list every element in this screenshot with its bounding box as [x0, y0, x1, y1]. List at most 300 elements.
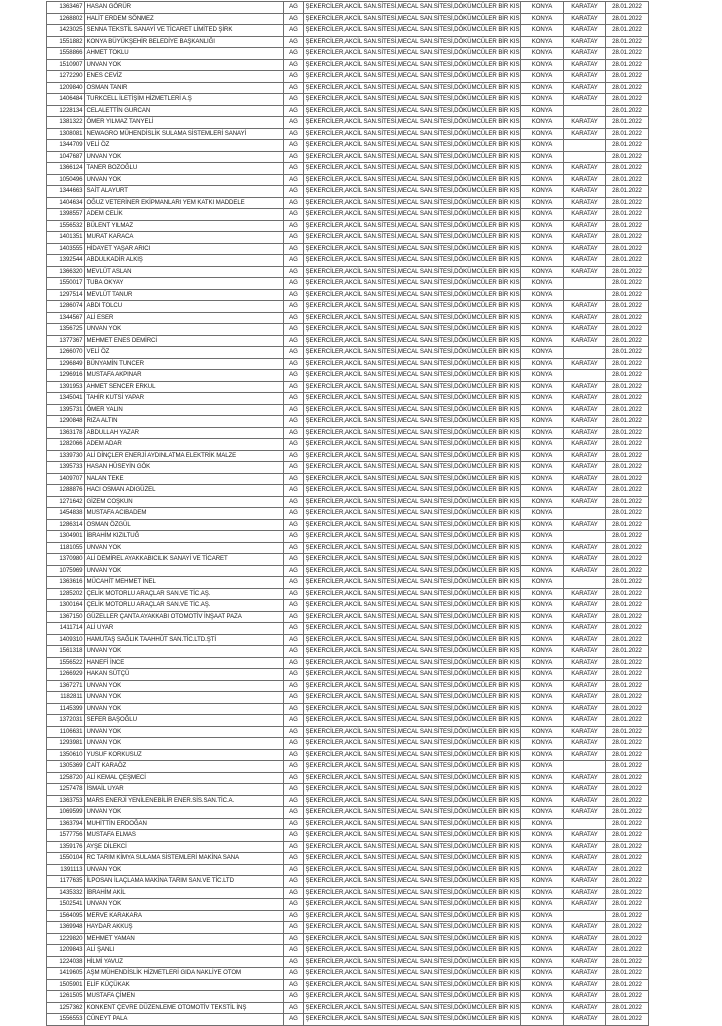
- cell-name: UNVAN YOK: [85, 864, 284, 876]
- cell-record-id: 1372031: [47, 715, 85, 727]
- cell-address: ŞEKERCİLER,AKCİL SAN.SİTESİ,MECAL SAN.SİTESİ,DÖKÜMCÜLER BİR KIS: [304, 531, 521, 543]
- cell-type-code: AG: [284, 623, 304, 635]
- cell-type-code: AG: [284, 105, 304, 117]
- cell-record-id: 1550104: [47, 853, 85, 865]
- cell-city: KONYA: [521, 761, 564, 773]
- table-row[interactable]: [47, 1002, 649, 1014]
- cell-date: 28.01.2022: [606, 669, 649, 681]
- cell-district: KARATAY: [564, 715, 606, 727]
- cell-address: ŞEKERCİLER,AKCİL SAN.SİTESİ,MECAL SAN.SİTESİ,DÖKÜMCÜLER BİR KIS: [304, 381, 521, 393]
- table-row[interactable]: [47, 784, 649, 796]
- cell-type-code: AG: [284, 795, 304, 807]
- cell-date: 28.01.2022: [606, 508, 649, 520]
- table-row[interactable]: [47, 312, 649, 324]
- table-row[interactable]: [47, 324, 649, 336]
- cell-name: MEHMET YAMAN: [85, 933, 284, 945]
- table-row[interactable]: [47, 715, 649, 727]
- cell-record-id: 1359176: [47, 841, 85, 853]
- cell-type-code: AG: [284, 784, 304, 796]
- cell-address: ŞEKERCİLER,AKCİL SAN.SİTESİ,MECAL SAN.SİTESİ,DÖKÜMCÜLER BİR KIS: [304, 588, 521, 600]
- cell-district: [564, 531, 606, 543]
- cell-address: ŞEKERCİLER,AKCİL SAN.SİTESİ,MECAL SAN.SİTESİ,DÖKÜMCÜLER BİR KIS: [304, 1014, 521, 1026]
- table-row[interactable]: [47, 36, 649, 48]
- cell-district: KARATAY: [564, 933, 606, 945]
- table-row[interactable]: [47, 508, 649, 520]
- cell-name: MUSTAFA ÇİMEN: [85, 991, 284, 1003]
- cell-type-code: AG: [284, 473, 304, 485]
- cell-address: ŞEKERCİLER,AKCİL SAN.SİTESİ,MECAL SAN.SİTESİ,DÖKÜMCÜLER BİR KIS: [304, 703, 521, 715]
- table-row[interactable]: [47, 220, 649, 232]
- cell-record-id: 1398557: [47, 209, 85, 221]
- cell-date: 28.01.2022: [606, 128, 649, 140]
- cell-district: KARATAY: [564, 335, 606, 347]
- cell-type-code: AG: [284, 577, 304, 589]
- cell-date: 28.01.2022: [606, 830, 649, 842]
- cell-address: ŞEKERCİLER,AKCİL SAN.SİTESİ,MECAL SAN.SİTESİ,DÖKÜMCÜLER BİR KIS: [304, 117, 521, 129]
- cell-name: İSMAİL UYAR: [85, 784, 284, 796]
- table-row[interactable]: [47, 646, 649, 658]
- table-row[interactable]: [47, 25, 649, 37]
- table-row[interactable]: [47, 140, 649, 152]
- cell-address: ŞEKERCİLER,AKCİL SAN.SİTESİ,MECAL SAN.SİTESİ,DÖKÜMCÜLER BİR KIS: [304, 94, 521, 106]
- cell-name: ALİ UYAR: [85, 623, 284, 635]
- cell-city: KONYA: [521, 692, 564, 704]
- cell-date: 28.01.2022: [606, 876, 649, 888]
- cell-date: 28.01.2022: [606, 289, 649, 301]
- table-row[interactable]: [47, 71, 649, 83]
- cell-date: 28.01.2022: [606, 71, 649, 83]
- cell-address: ŞEKERCİLER,AKCİL SAN.SİTESİ,MECAL SAN.SİTESİ,DÖKÜMCÜLER BİR KIS: [304, 979, 521, 991]
- cell-type-code: AG: [284, 13, 304, 25]
- cell-record-id: 1181055: [47, 542, 85, 554]
- cell-type-code: AG: [284, 2, 304, 14]
- table-row[interactable]: [47, 266, 649, 278]
- cell-date: 28.01.2022: [606, 151, 649, 163]
- cell-name: CELALETTİN GURCAN: [85, 105, 284, 117]
- table-row[interactable]: [47, 473, 649, 485]
- table-row[interactable]: [47, 255, 649, 267]
- cell-name: ALİ DEMİREL AYAKKABICILIK SANAYİ VE TİCARET: [85, 554, 284, 566]
- table-row[interactable]: [47, 485, 649, 497]
- cell-city: KONYA: [521, 864, 564, 876]
- cell-date: 28.01.2022: [606, 105, 649, 117]
- cell-type-code: AG: [284, 807, 304, 819]
- table-row[interactable]: [47, 519, 649, 531]
- table-row[interactable]: [47, 830, 649, 842]
- cell-date: 28.01.2022: [606, 588, 649, 600]
- table-row[interactable]: [47, 910, 649, 922]
- table-row[interactable]: [47, 1014, 649, 1026]
- cell-address: ŞEKERCİLER,AKCİL SAN.SİTESİ,MECAL SAN.SİTESİ,DÖKÜMCÜLER BİR KIS: [304, 2, 521, 14]
- cell-district: KARATAY: [564, 611, 606, 623]
- table-row[interactable]: [47, 439, 649, 451]
- cell-address: ŞEKERCİLER,AKCİL SAN.SİTESİ,MECAL SAN.SİTESİ,DÖKÜMCÜLER BİR KIS: [304, 830, 521, 842]
- table-row[interactable]: [47, 197, 649, 209]
- cell-record-id: 1551882: [47, 36, 85, 48]
- cell-district: KARATAY: [564, 301, 606, 313]
- cell-district: KARATAY: [564, 830, 606, 842]
- cell-district: KARATAY: [564, 876, 606, 888]
- cell-record-id: 1209843: [47, 945, 85, 957]
- cell-district: KARATAY: [564, 94, 606, 106]
- cell-date: 28.01.2022: [606, 634, 649, 646]
- cell-name: TURKCELL İLETİŞİM HİZMETLERİ A.Ş: [85, 94, 284, 106]
- table-row[interactable]: [47, 680, 649, 692]
- table-row[interactable]: [47, 2, 649, 14]
- cell-district: KARATAY: [564, 324, 606, 336]
- cell-address: ŞEKERCİLER,AKCİL SAN.SİTESİ,MECAL SAN.SİTESİ,DÖKÜMCÜLER BİR KIS: [304, 876, 521, 888]
- cell-district: KARATAY: [564, 979, 606, 991]
- cell-city: KONYA: [521, 197, 564, 209]
- table-row[interactable]: [47, 634, 649, 646]
- table-row[interactable]: [47, 899, 649, 911]
- cell-district: KARATAY: [564, 163, 606, 175]
- cell-district: KARATAY: [564, 393, 606, 405]
- cell-record-id: 1224038: [47, 956, 85, 968]
- table-row[interactable]: [47, 301, 649, 313]
- cell-date: 28.01.2022: [606, 542, 649, 554]
- table-row[interactable]: [47, 749, 649, 761]
- cell-date: 28.01.2022: [606, 933, 649, 945]
- cell-type-code: AG: [284, 462, 304, 474]
- table-row[interactable]: [47, 968, 649, 980]
- cell-city: KONYA: [521, 232, 564, 244]
- table-row[interactable]: [47, 611, 649, 623]
- table-row[interactable]: [47, 117, 649, 129]
- cell-type-code: AG: [284, 370, 304, 382]
- table-row[interactable]: [47, 692, 649, 704]
- cell-district: KARATAY: [564, 485, 606, 497]
- cell-district: KARATAY: [564, 922, 606, 934]
- table-row[interactable]: [47, 358, 649, 370]
- table-row[interactable]: [47, 588, 649, 600]
- cell-name: UNVAN YOK: [85, 565, 284, 577]
- table-row[interactable]: [47, 623, 649, 635]
- table-row[interactable]: [47, 738, 649, 750]
- cell-address: ŞEKERCİLER,AKCİL SAN.SİTESİ,MECAL SAN.SİTESİ,DÖKÜMCÜLER BİR KIS: [304, 174, 521, 186]
- cell-address: ŞEKERCİLER,AKCİL SAN.SİTESİ,MECAL SAN.SİTESİ,DÖKÜMCÜLER BİR KIS: [304, 945, 521, 957]
- cell-district: KARATAY: [564, 657, 606, 669]
- cell-district: KARATAY: [564, 2, 606, 14]
- cell-district: KARATAY: [564, 209, 606, 221]
- table-row[interactable]: [47, 565, 649, 577]
- cell-date: 28.01.2022: [606, 358, 649, 370]
- table-row[interactable]: [47, 94, 649, 106]
- cell-date: 28.01.2022: [606, 163, 649, 175]
- cell-record-id: 1564095: [47, 910, 85, 922]
- table-row[interactable]: [47, 232, 649, 244]
- table-row[interactable]: [47, 600, 649, 612]
- cell-record-id: 1258720: [47, 772, 85, 784]
- cell-address: ŞEKERCİLER,AKCİL SAN.SİTESİ,MECAL SAN.SİTESİ,DÖKÜMCÜLER BİR KIS: [304, 565, 521, 577]
- cell-record-id: 1261505: [47, 991, 85, 1003]
- cell-district: [564, 140, 606, 152]
- cell-name: ADEM ADAR: [85, 439, 284, 451]
- cell-address: ŞEKERCİLER,AKCİL SAN.SİTESİ,MECAL SAN.SİTESİ,DÖKÜMCÜLER BİR KIS: [304, 1002, 521, 1014]
- table-row[interactable]: [47, 105, 649, 117]
- table-row[interactable]: [47, 933, 649, 945]
- cell-address: ŞEKERCİLER,AKCİL SAN.SİTESİ,MECAL SAN.SİTESİ,DÖKÜMCÜLER BİR KIS: [304, 600, 521, 612]
- cell-type-code: AG: [284, 48, 304, 60]
- table-row[interactable]: [47, 48, 649, 60]
- table-row[interactable]: [47, 887, 649, 899]
- cell-name: UNVAN YOK: [85, 807, 284, 819]
- table-row[interactable]: [47, 404, 649, 416]
- cell-name: MUHİTTİN ERDOĞAN: [85, 818, 284, 830]
- table-row[interactable]: [47, 174, 649, 186]
- table-row[interactable]: [47, 922, 649, 934]
- cell-date: 28.01.2022: [606, 692, 649, 704]
- table-row[interactable]: [47, 427, 649, 439]
- table-row[interactable]: [47, 853, 649, 865]
- table-row[interactable]: [47, 876, 649, 888]
- cell-date: 28.01.2022: [606, 680, 649, 692]
- cell-type-code: AG: [284, 611, 304, 623]
- cell-district: KARATAY: [564, 404, 606, 416]
- cell-record-id: 1392544: [47, 255, 85, 267]
- cell-date: 28.01.2022: [606, 427, 649, 439]
- cell-district: KARATAY: [564, 738, 606, 750]
- cell-address: ŞEKERCİLER,AKCİL SAN.SİTESİ,MECAL SAN.SİTESİ,DÖKÜMCÜLER BİR KIS: [304, 968, 521, 980]
- table-row[interactable]: [47, 726, 649, 738]
- cell-record-id: 1296849: [47, 358, 85, 370]
- cell-city: KONYA: [521, 623, 564, 635]
- cell-address: ŞEKERCİLER,AKCİL SAN.SİTESİ,MECAL SAN.SİTESİ,DÖKÜMCÜLER BİR KIS: [304, 220, 521, 232]
- table-row[interactable]: [47, 554, 649, 566]
- cell-name: UNVAN YOK: [85, 738, 284, 750]
- cell-record-id: 1257362: [47, 1002, 85, 1014]
- cell-city: KONYA: [521, 82, 564, 94]
- cell-date: 28.01.2022: [606, 910, 649, 922]
- cell-city: KONYA: [521, 209, 564, 221]
- table-row[interactable]: [47, 289, 649, 301]
- cell-district: KARATAY: [564, 71, 606, 83]
- cell-type-code: AG: [284, 209, 304, 221]
- table-row[interactable]: [47, 82, 649, 94]
- table-row[interactable]: [47, 772, 649, 784]
- cell-city: KONYA: [521, 991, 564, 1003]
- cell-date: 28.01.2022: [606, 738, 649, 750]
- table-row[interactable]: [47, 186, 649, 198]
- table-row[interactable]: [47, 462, 649, 474]
- cell-type-code: AG: [284, 335, 304, 347]
- table-row[interactable]: [47, 657, 649, 669]
- cell-district: KARATAY: [564, 266, 606, 278]
- cell-date: 28.01.2022: [606, 324, 649, 336]
- table-row[interactable]: [47, 381, 649, 393]
- table-row[interactable]: [47, 979, 649, 991]
- cell-name: YUSUF KORKUSUZ: [85, 749, 284, 761]
- cell-record-id: 1305369: [47, 761, 85, 773]
- cell-date: 28.01.2022: [606, 772, 649, 784]
- table-row[interactable]: [47, 335, 649, 347]
- table-row[interactable]: [47, 416, 649, 428]
- table-row[interactable]: [47, 841, 649, 853]
- cell-name: ÇELİK MOTORLU ARAÇLAR SAN.VE TİC.AŞ.: [85, 588, 284, 600]
- cell-name: UNVAN YOK: [85, 680, 284, 692]
- cell-type-code: AG: [284, 94, 304, 106]
- cell-district: KARATAY: [564, 784, 606, 796]
- table-row[interactable]: [47, 577, 649, 589]
- cell-city: KONYA: [521, 163, 564, 175]
- table-row[interactable]: [47, 818, 649, 830]
- cell-district: [564, 910, 606, 922]
- cell-city: KONYA: [521, 749, 564, 761]
- cell-type-code: AG: [284, 450, 304, 462]
- table-row[interactable]: [47, 243, 649, 255]
- cell-name: AYŞE DİLEKCİ: [85, 841, 284, 853]
- cell-district: KARATAY: [564, 646, 606, 658]
- cell-city: KONYA: [521, 853, 564, 865]
- cell-address: ŞEKERCİLER,AKCİL SAN.SİTESİ,MECAL SAN.SİTESİ,DÖKÜMCÜLER BİR KIS: [304, 669, 521, 681]
- table-row[interactable]: [47, 393, 649, 405]
- cell-record-id: 1266929: [47, 669, 85, 681]
- table-row[interactable]: [47, 59, 649, 71]
- cell-name: HASAN HÜSEYİN GÖK: [85, 462, 284, 474]
- table-row[interactable]: [47, 531, 649, 543]
- table-row[interactable]: [47, 761, 649, 773]
- cell-name: SENNA TEKSTİL SANAYİ VE TİCARET LİMİTED ŞİRK: [85, 25, 284, 37]
- table-row[interactable]: [47, 945, 649, 957]
- cell-date: 28.01.2022: [606, 623, 649, 635]
- cell-address: ŞEKERCİLER,AKCİL SAN.SİTESİ,MECAL SAN.SİTESİ,DÖKÜMCÜLER BİR KIS: [304, 439, 521, 451]
- cell-address: ŞEKERCİLER,AKCİL SAN.SİTESİ,MECAL SAN.SİTESİ,DÖKÜMCÜLER BİR KIS: [304, 186, 521, 198]
- table-row[interactable]: [47, 542, 649, 554]
- cell-district: KARATAY: [564, 542, 606, 554]
- cell-city: KONYA: [521, 600, 564, 612]
- table-row[interactable]: [47, 496, 649, 508]
- cell-city: KONYA: [521, 531, 564, 543]
- cell-city: KONYA: [521, 347, 564, 359]
- cell-date: 28.01.2022: [606, 439, 649, 451]
- table-row[interactable]: [47, 209, 649, 221]
- cell-record-id: 1411714: [47, 623, 85, 635]
- cell-district: KARATAY: [564, 554, 606, 566]
- cell-type-code: AG: [284, 427, 304, 439]
- cell-address: ŞEKERCİLER,AKCİL SAN.SİTESİ,MECAL SAN.SİTESİ,DÖKÜMCÜLER BİR KIS: [304, 151, 521, 163]
- cell-address: ŞEKERCİLER,AKCİL SAN.SİTESİ,MECAL SAN.SİTESİ,DÖKÜMCÜLER BİR KIS: [304, 577, 521, 589]
- cell-name: ELİF KÜÇÜKAK: [85, 979, 284, 991]
- cell-record-id: 1550017: [47, 278, 85, 290]
- table-row[interactable]: [47, 278, 649, 290]
- cell-city: KONYA: [521, 243, 564, 255]
- cell-city: KONYA: [521, 807, 564, 819]
- table-row[interactable]: [47, 807, 649, 819]
- cell-city: KONYA: [521, 508, 564, 520]
- cell-address: ŞEKERCİLER,AKCİL SAN.SİTESİ,MECAL SAN.SİTESİ,DÖKÜMCÜLER BİR KIS: [304, 864, 521, 876]
- table-row[interactable]: [47, 956, 649, 968]
- cell-city: KONYA: [521, 1014, 564, 1026]
- cell-address: ŞEKERCİLER,AKCİL SAN.SİTESİ,MECAL SAN.SİTESİ,DÖKÜMCÜLER BİR KIS: [304, 933, 521, 945]
- cell-record-id: 1339730: [47, 450, 85, 462]
- cell-district: KARATAY: [564, 899, 606, 911]
- table-row[interactable]: [47, 795, 649, 807]
- cell-city: KONYA: [521, 25, 564, 37]
- cell-district: [564, 818, 606, 830]
- cell-district: KARATAY: [564, 462, 606, 474]
- cell-city: KONYA: [521, 36, 564, 48]
- cell-city: KONYA: [521, 151, 564, 163]
- cell-date: 28.01.2022: [606, 117, 649, 129]
- cell-address: ŞEKERCİLER,AKCİL SAN.SİTESİ,MECAL SAN.SİTESİ,DÖKÜMCÜLER BİR KIS: [304, 450, 521, 462]
- cell-type-code: AG: [284, 289, 304, 301]
- cell-date: 28.01.2022: [606, 600, 649, 612]
- cell-record-id: 1069599: [47, 807, 85, 819]
- cell-type-code: AG: [284, 588, 304, 600]
- table-row[interactable]: [47, 370, 649, 382]
- cell-address: ŞEKERCİLER,AKCİL SAN.SİTESİ,MECAL SAN.SİTESİ,DÖKÜMCÜLER BİR KIS: [304, 255, 521, 267]
- cell-city: KONYA: [521, 841, 564, 853]
- cell-type-code: AG: [284, 715, 304, 727]
- table-row[interactable]: [47, 669, 649, 681]
- cell-address: ŞEKERCİLER,AKCİL SAN.SİTESİ,MECAL SAN.SİTESİ,DÖKÜMCÜLER BİR KIS: [304, 324, 521, 336]
- cell-type-code: AG: [284, 324, 304, 336]
- cell-city: KONYA: [521, 876, 564, 888]
- table-row[interactable]: [47, 151, 649, 163]
- cell-address: ŞEKERCİLER,AKCİL SAN.SİTESİ,MECAL SAN.SİTESİ,DÖKÜMCÜLER BİR KIS: [304, 25, 521, 37]
- cell-address: ŞEKERCİLER,AKCİL SAN.SİTESİ,MECAL SAN.SİTESİ,DÖKÜMCÜLER BİR KIS: [304, 347, 521, 359]
- cell-address: ŞEKERCİLER,AKCİL SAN.SİTESİ,MECAL SAN.SİTESİ,DÖKÜMCÜLER BİR KIS: [304, 726, 521, 738]
- cell-name: TAHİR KUTSİ YAPAR: [85, 393, 284, 405]
- cell-name: HASAN GÖRÜR: [85, 2, 284, 14]
- table-row[interactable]: [47, 991, 649, 1003]
- cell-record-id: 1290848: [47, 416, 85, 428]
- table-row[interactable]: [47, 163, 649, 175]
- table-row[interactable]: [47, 703, 649, 715]
- cell-date: 28.01.2022: [606, 59, 649, 71]
- cell-city: KONYA: [521, 335, 564, 347]
- cell-date: 28.01.2022: [606, 197, 649, 209]
- cell-address: ŞEKERCİLER,AKCİL SAN.SİTESİ,MECAL SAN.SİTESİ,DÖKÜMCÜLER BİR KIS: [304, 910, 521, 922]
- cell-name: UNVAN YOK: [85, 703, 284, 715]
- cell-record-id: 1229820: [47, 933, 85, 945]
- cell-date: 28.01.2022: [606, 945, 649, 957]
- cell-city: KONYA: [521, 462, 564, 474]
- cell-date: 28.01.2022: [606, 795, 649, 807]
- cell-record-id: 1271642: [47, 496, 85, 508]
- cell-name: HAMUTAŞ SAĞLIK TAAHHÜT SAN.TİC.LTD.ŞTİ: [85, 634, 284, 646]
- cell-type-code: AG: [284, 933, 304, 945]
- cell-type-code: AG: [284, 956, 304, 968]
- cell-date: 28.01.2022: [606, 657, 649, 669]
- cell-name: VELİ ÖZ: [85, 140, 284, 152]
- cell-district: KARATAY: [564, 439, 606, 451]
- table-row[interactable]: [47, 450, 649, 462]
- cell-address: ŞEKERCİLER,AKCİL SAN.SİTESİ,MECAL SAN.SİTESİ,DÖKÜMCÜLER BİR KIS: [304, 841, 521, 853]
- table-row[interactable]: [47, 13, 649, 25]
- cell-district: KARATAY: [564, 807, 606, 819]
- cell-city: KONYA: [521, 726, 564, 738]
- cell-type-code: AG: [284, 634, 304, 646]
- cell-address: ŞEKERCİLER,AKCİL SAN.SİTESİ,MECAL SAN.SİTESİ,DÖKÜMCÜLER BİR KIS: [304, 634, 521, 646]
- cell-type-code: AG: [284, 726, 304, 738]
- cell-city: KONYA: [521, 301, 564, 313]
- cell-type-code: AG: [284, 393, 304, 405]
- cell-date: 28.01.2022: [606, 818, 649, 830]
- cell-name: RIZA ALTIN: [85, 416, 284, 428]
- table-row[interactable]: [47, 128, 649, 140]
- cell-record-id: 1367271: [47, 680, 85, 692]
- cell-city: KONYA: [521, 496, 564, 508]
- table-row[interactable]: [47, 864, 649, 876]
- cell-record-id: 1344663: [47, 186, 85, 198]
- table-row[interactable]: [47, 347, 649, 359]
- cell-name: MURAT KARACA: [85, 232, 284, 244]
- cell-city: KONYA: [521, 358, 564, 370]
- cell-type-code: AG: [284, 669, 304, 681]
- cell-address: ŞEKERCİLER,AKCİL SAN.SİTESİ,MECAL SAN.SİTESİ,DÖKÜMCÜLER BİR KIS: [304, 795, 521, 807]
- cell-type-code: AG: [284, 899, 304, 911]
